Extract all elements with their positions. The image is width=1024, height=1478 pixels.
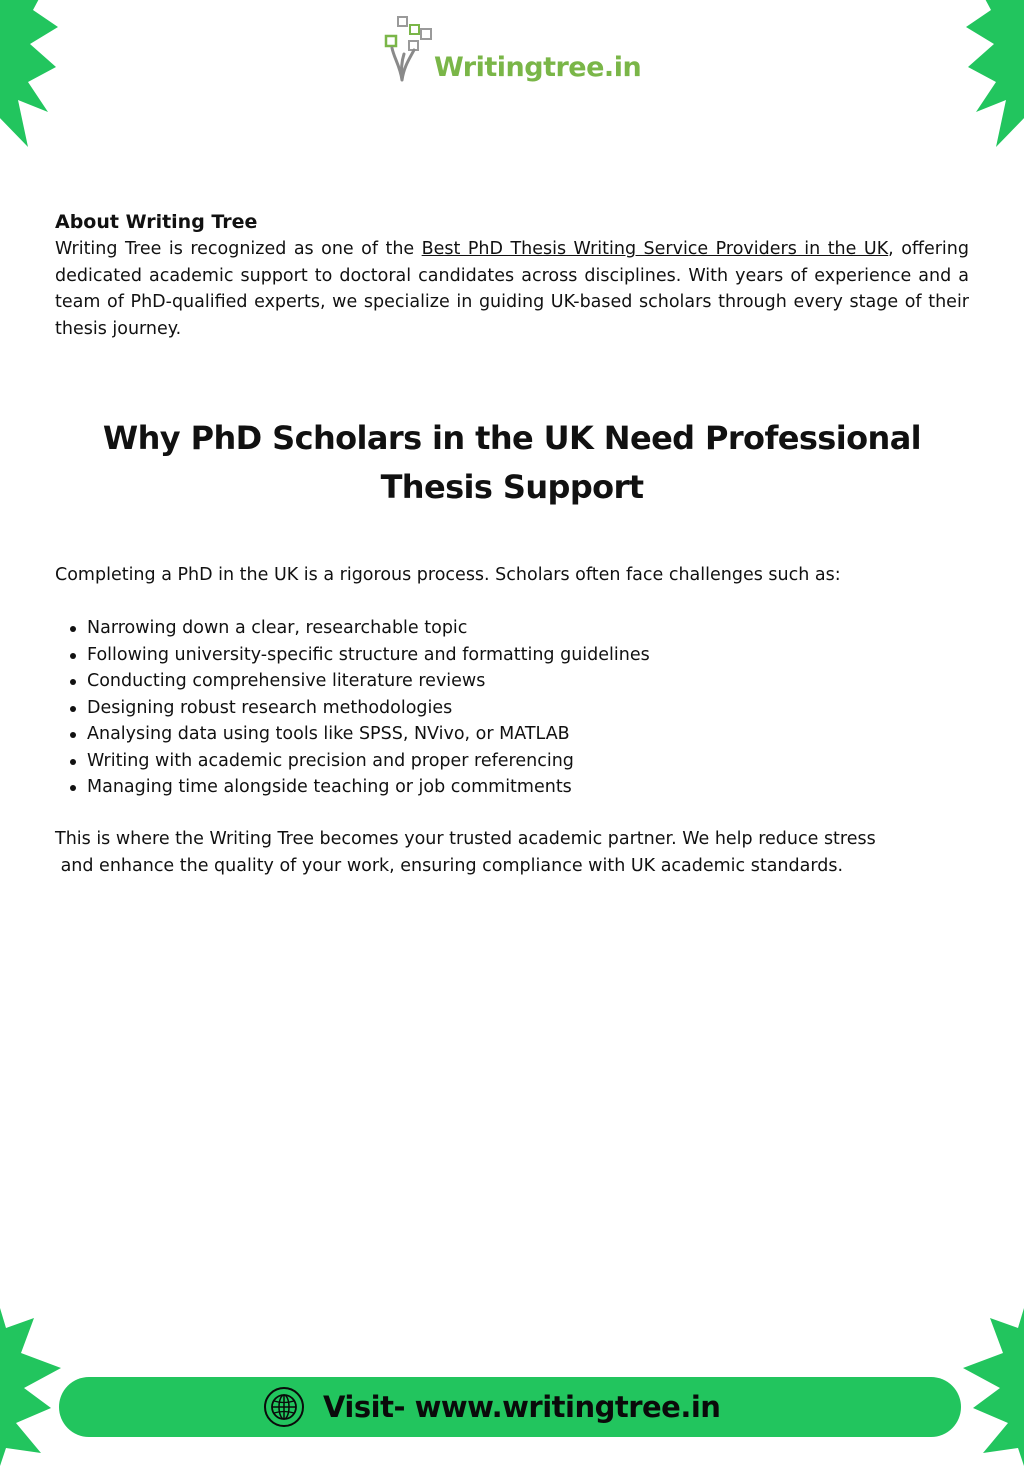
intro-text: Completing a PhD in the UK is a rigorous process. Scholars often face challenges such as:: [55, 565, 841, 585]
heading-line-2: Thesis Support: [380, 468, 644, 506]
list-item: Conducting comprehensive literature reviews: [55, 668, 969, 695]
list-item: Writing with academic precision and proper referencing: [55, 748, 969, 775]
star-decoration-bottom-left: [0, 1288, 76, 1478]
about-text-intro: Writing Tree is recognized as one of the: [55, 239, 422, 259]
visit-website-banner[interactable]: [59, 1377, 961, 1437]
list-item: Following university-specific structure and formatting guidelines: [55, 642, 969, 669]
list-item: Narrowing down a clear, researchable topic: [55, 615, 969, 642]
heading-line-1: Why PhD Scholars in the UK Need Professional: [102, 419, 922, 457]
about-title: About Writing Tree: [55, 211, 258, 233]
best-phd-thesis-link[interactable]: Best PhD Thesis Writing Service Providers in the UK: [421, 239, 889, 259]
globe-icon: [263, 1386, 305, 1428]
closing-line-1: This is where the Writing Tree becomes your trusted academic partner. We help reduce stress: [55, 829, 876, 849]
list-item: Designing robust research methodologies: [55, 695, 969, 722]
list-item: Analysing data using tools like SPSS, NVivo, or MATLAB: [55, 721, 969, 748]
challenges-list: [55, 615, 969, 801]
visit-website-link[interactable]: Visit- www.writingtree.in: [323, 1390, 721, 1424]
section-heading: [80, 414, 944, 512]
star-decoration-bottom-right: [948, 1288, 1024, 1478]
about-text: [55, 236, 969, 342]
star-decoration-top-left: [0, 0, 78, 152]
tree-logo-icon: [384, 14, 434, 84]
logo: [384, 14, 654, 90]
list-item: Managing time alongside teaching or job commitments: [55, 774, 969, 801]
about-section: [55, 208, 969, 342]
about-text-rest: , offering dedicated academic support to doctoral candidates across disciplines. With years of experience and a team of PhD-qualified experts, we specialize in guiding UK-based scholars through every stage of their thesis journey.: [55, 239, 969, 339]
star-decoration-top-right: [946, 0, 1024, 152]
closing-text: [55, 826, 969, 879]
logo-text: Writingtree.in: [434, 52, 642, 83]
closing-line-2: and enhance the quality of your work, ensuring compliance with UK academic standards.: [55, 855, 844, 876]
